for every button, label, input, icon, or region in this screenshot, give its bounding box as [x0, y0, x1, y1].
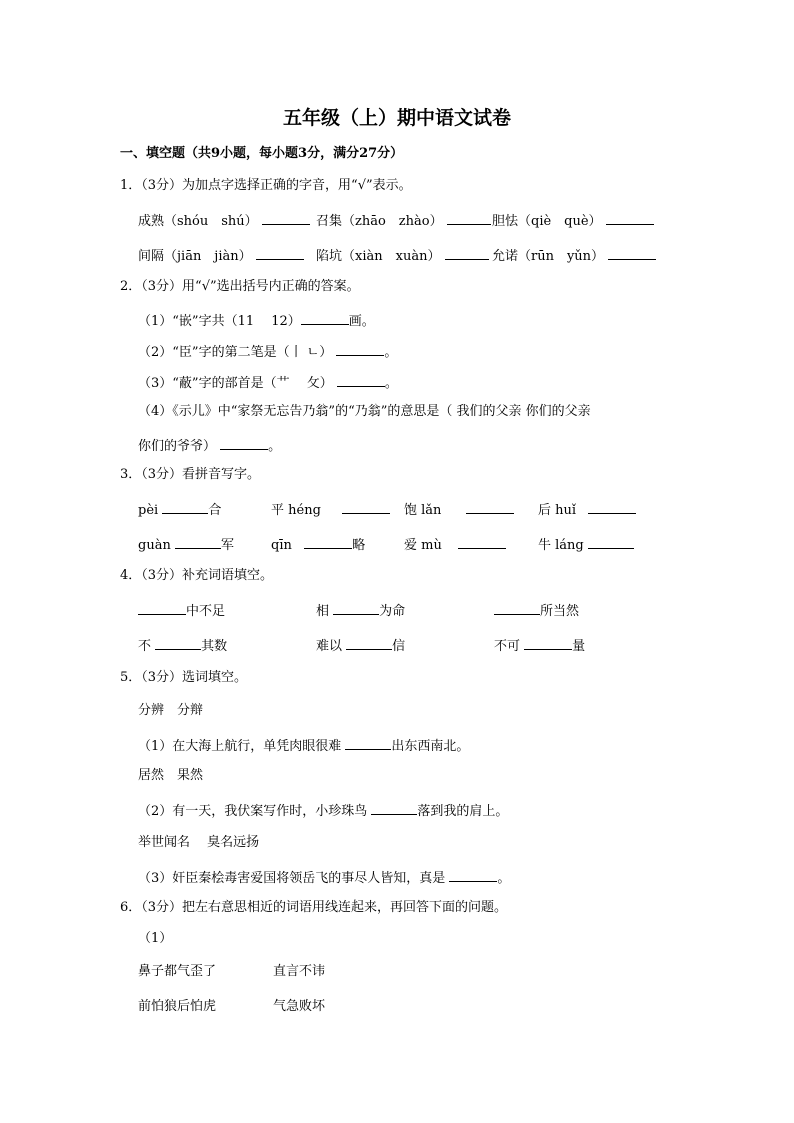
answer-blank[interactable] [466, 499, 514, 514]
q1-option [492, 210, 654, 231]
idiom-head: 相 [316, 604, 334, 619]
match-left-item[interactable]: 前怕狼后怕虎 [138, 999, 217, 1014]
idiom-item [316, 635, 405, 656]
idiom-tail: 中不足 [186, 604, 226, 619]
answer-blank[interactable] [494, 600, 540, 615]
answer-blank[interactable] [175, 534, 221, 549]
q6-stem: 6．（3分）把左右意思相近的词语用线连起来，再回答下面的问题。 [120, 900, 508, 915]
q5-sub3-text: （3）奸臣秦桧毒害爱国将领岳飞的事尽人皆知，真是 [138, 871, 450, 886]
q1-option [138, 245, 304, 266]
idiom-tail: 所当然 [540, 604, 580, 619]
pinyin-text: guàn [138, 538, 171, 553]
q2-sub4-tail: 。 [268, 439, 282, 454]
pinyin-text: 牛 láng [538, 538, 584, 553]
answer-blank[interactable] [301, 310, 349, 325]
q5-sub1 [138, 735, 469, 756]
q5-word-choices: 居然 果然 [138, 768, 204, 783]
answer-blank[interactable] [256, 245, 304, 260]
idiom-item [316, 600, 405, 621]
pinyin-item [271, 499, 390, 520]
pinyin-tail: 军 [220, 538, 234, 553]
q1-option [138, 210, 310, 231]
pinyin-text: 平 héng [271, 503, 321, 518]
q4-stem: 4．（3分）补充词语填空。 [120, 568, 274, 583]
q2-sub4: （4）《示儿》中“家祭无忘告乃翁”的“乃翁”的意思是（ 我们的父亲 你们的父亲 [138, 404, 591, 419]
idiom-item [138, 600, 225, 621]
answer-blank[interactable] [588, 499, 636, 514]
idiom-item [138, 635, 227, 656]
answer-blank[interactable] [345, 735, 391, 750]
answer-blank[interactable] [608, 245, 656, 260]
q1-option [492, 245, 656, 266]
answer-blank[interactable] [220, 435, 268, 450]
pinyin-text: 饱 lǎn [404, 503, 442, 518]
answer-blank[interactable] [336, 341, 384, 356]
exam-title: 五年级（上）期中语文试卷 [282, 107, 511, 129]
q1-option [316, 245, 489, 266]
q2-stem: 2．（3分）用“√”选出括号内正确的答案。 [120, 279, 360, 294]
pinyin-item [138, 534, 234, 555]
q2-sub2 [138, 341, 397, 362]
q1-option-text: 胆怯（qiè què） [492, 214, 602, 229]
pinyin-item [404, 534, 506, 555]
idiom-head: 不可 [494, 639, 525, 654]
answer-blank[interactable] [445, 245, 489, 260]
answer-blank[interactable] [588, 534, 634, 549]
pinyin-item [138, 499, 221, 520]
match-right-item[interactable]: 气急败坏 [273, 999, 326, 1014]
q5-sub2-text: （2）有一天，我伏案写作时，小珍珠鸟 [138, 804, 372, 819]
answer-blank[interactable] [346, 635, 392, 650]
q2-sub1-tail: 画。 [348, 314, 375, 329]
answer-blank[interactable] [447, 210, 491, 225]
q5-sub1-tail: 出东西南北。 [391, 739, 470, 754]
q5-sub2-tail: 落到我的肩上。 [417, 804, 509, 819]
section-heading: 一、填空题（共9小题，每小题3分，满分27分） [120, 146, 404, 161]
idiom-item [494, 635, 585, 656]
answer-blank[interactable] [449, 867, 497, 882]
q5-word-choices: 举世闻名 臭名远扬 [138, 835, 260, 850]
idiom-item [494, 600, 579, 621]
q3-stem: 3．（3分）看拼音写字。 [120, 467, 261, 482]
q1-option-text: 间隔（jiān jiàn） [138, 249, 252, 264]
pinyin-item [404, 499, 514, 520]
answer-blank[interactable] [162, 499, 208, 514]
q2-sub3-tail: 。 [384, 376, 398, 391]
answer-blank[interactable] [333, 600, 379, 615]
q2-sub4-cont [138, 435, 281, 456]
answer-blank[interactable] [524, 635, 572, 650]
match-left-item[interactable]: 鼻子都气歪了 [138, 964, 217, 979]
q2-sub2-tail: 。 [384, 345, 398, 360]
answer-blank[interactable] [458, 534, 506, 549]
pinyin-tail: 略 [352, 538, 366, 553]
idiom-tail: 量 [572, 639, 586, 654]
q5-sub3-tail: 。 [497, 871, 511, 886]
q2-sub4-text: 你们的爷爷） [138, 439, 217, 454]
pinyin-text: 后 huǐ [538, 503, 577, 518]
idiom-tail: 为命 [379, 604, 406, 619]
q2-sub3-text: （3）“蔽”字的部首是（艹 攵） [138, 376, 333, 391]
q5-sub2 [138, 800, 508, 821]
idiom-head: 难以 [316, 639, 347, 654]
pinyin-item [538, 534, 634, 555]
answer-blank[interactable] [262, 210, 310, 225]
q2-sub3 [138, 372, 398, 393]
idiom-tail: 其数 [201, 639, 228, 654]
q6-sub-label: （1） [138, 931, 173, 946]
q1-option-text: 成熟（shóu shú） [138, 214, 258, 229]
q5-sub1-text: （1）在大海上航行，单凭肉眼很难 [138, 739, 346, 754]
idiom-head: 不 [138, 639, 156, 654]
answer-blank[interactable] [342, 499, 390, 514]
pinyin-item [271, 534, 365, 555]
q1-option [316, 210, 491, 231]
q1-option-text: 召集（zhāo zhào） [316, 214, 443, 229]
answer-blank[interactable] [371, 800, 417, 815]
pinyin-tail: 合 [208, 503, 222, 518]
pinyin-item [538, 499, 636, 520]
q2-sub1-text: （1）“嵌”字共（11 12） [138, 314, 301, 329]
answer-blank[interactable] [606, 210, 654, 225]
answer-blank[interactable] [155, 635, 201, 650]
q5-sub3 [138, 867, 510, 888]
idiom-tail: 信 [392, 639, 406, 654]
pinyin-text: 爱 mù [404, 538, 442, 553]
q1-stem: 1．（3分）为加点字选择正确的字音，用“√”表示。 [120, 178, 412, 193]
match-right-item[interactable]: 直言不讳 [273, 964, 326, 979]
q1-option-text: 允诺（rūn yǔn） [492, 249, 605, 264]
q5-word-choices: 分辨 分辩 [138, 703, 204, 718]
q5-stem: 5．（3分）选词填空。 [120, 670, 248, 685]
q2-sub2-text: （2）“臣”字的第二笔是（丨 ㄴ） [138, 345, 333, 360]
pinyin-text: pèi [138, 503, 159, 518]
q1-option-text: 陷坑（xiàn xuàn） [316, 249, 441, 264]
answer-blank[interactable] [337, 372, 385, 387]
pinyin-text: qīn [271, 538, 292, 553]
q2-sub1 [138, 310, 375, 331]
answer-blank[interactable] [138, 600, 186, 615]
answer-blank[interactable] [304, 534, 352, 549]
